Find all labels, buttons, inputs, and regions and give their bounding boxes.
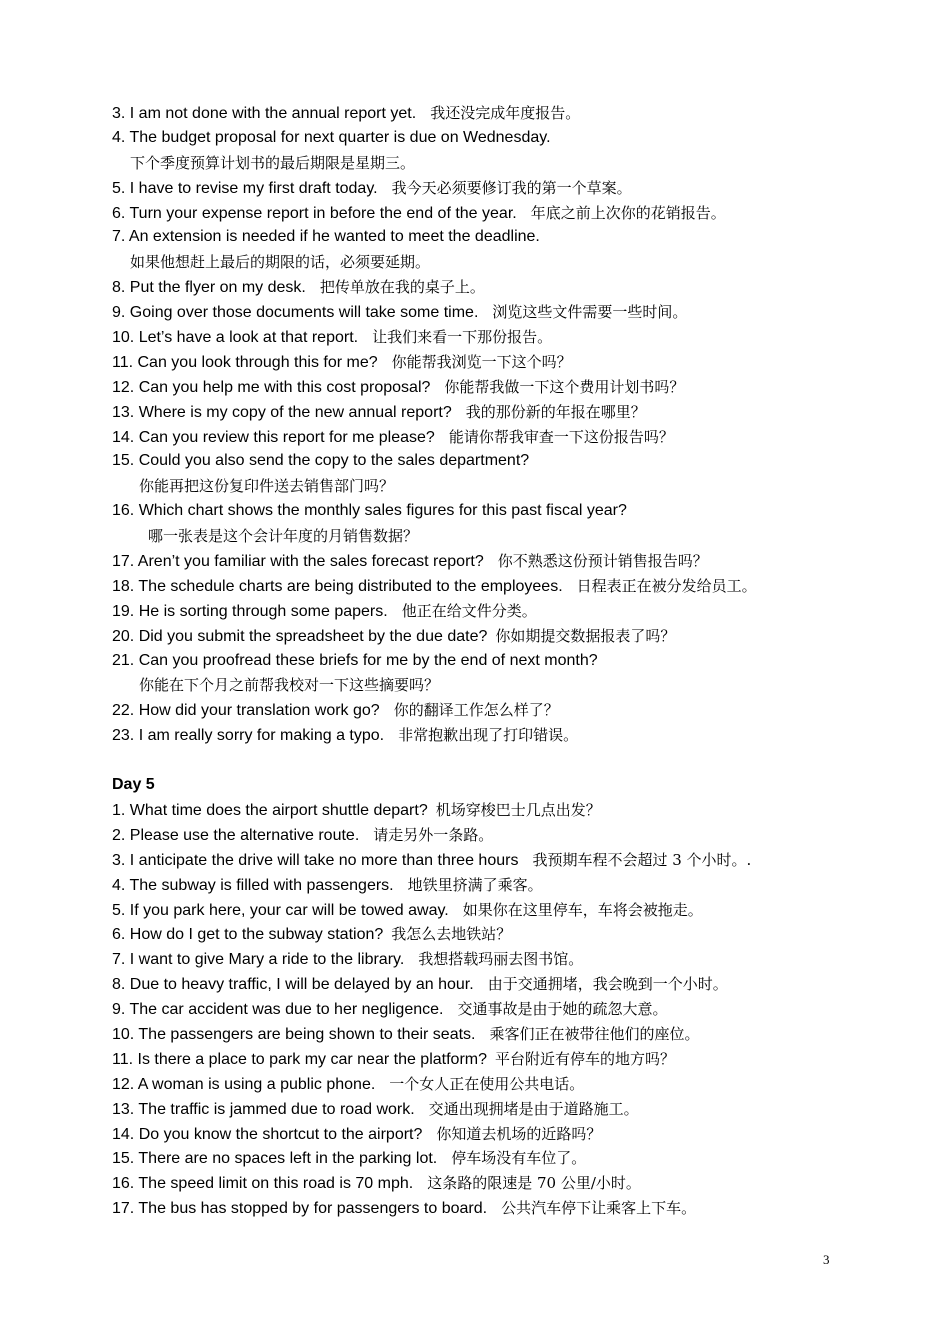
english-sentence: 12. A woman is using a public phone. <box>112 1075 376 1093</box>
english-sentence: 13. Where is my copy of the new annual report? <box>112 403 452 421</box>
english-sentence: 15. Could you also send the copy to the sales department? <box>112 452 530 470</box>
english-sentence: 6. Turn your expense report in before the end of the year. <box>112 204 517 222</box>
list-item <box>112 350 912 375</box>
list-item <box>112 649 912 674</box>
list-item <box>112 698 912 723</box>
list-item-translation <box>112 151 912 176</box>
list-item <box>112 1022 912 1047</box>
list-item <box>112 101 912 126</box>
list-item <box>112 898 912 923</box>
list-item <box>112 1072 912 1097</box>
list-item <box>112 201 912 226</box>
chinese-translation: 你能帮我浏览一下这个吗？ <box>391 352 572 371</box>
list-item <box>112 325 912 350</box>
chinese-translation: 年底之前上次你的花销报告。 <box>530 203 726 222</box>
list-item <box>112 1097 912 1122</box>
chinese-translation: 让我们来看一下那份报告。 <box>372 328 553 347</box>
chinese-translation: 如果他想赶上最后的期限的话，必须要延期。 <box>130 253 431 272</box>
list-item-translation <box>112 673 912 698</box>
english-sentence: 20. Did you submit the spreadsheet by the due date? <box>112 627 488 645</box>
chinese-translation: 你如期提交数据报表了吗？ <box>495 626 676 645</box>
english-sentence: 14. Can you review this report for me please? <box>112 428 435 446</box>
list-item <box>112 1171 912 1196</box>
list-item <box>112 723 912 748</box>
list-item <box>112 599 912 624</box>
chinese-translation: 你不熟悉这份预计销售报告吗？ <box>497 552 708 571</box>
chinese-translation: 公共汽车停下让乘客上下车。 <box>501 1199 697 1218</box>
english-sentence: 11. Is there a place to park my car near the platform? <box>112 1050 487 1068</box>
chinese-translation: 地铁里挤满了乘客。 <box>407 875 543 894</box>
english-sentence: 8. Put the flyer on my desk. <box>112 279 306 297</box>
chinese-translation: 平台附近有停车的地方吗？ <box>495 1049 676 1068</box>
list-item <box>112 375 912 400</box>
chinese-translation: 能请你帮我审查一下这份报告吗？ <box>448 427 674 446</box>
chinese-translation: 下个季度预算计划书的最后期限是星期三。 <box>130 153 416 172</box>
chinese-translation: 把传单放在我的桌子上。 <box>319 278 485 297</box>
english-sentence: 9. Going over those documents will take some time. <box>112 304 479 322</box>
chinese-translation: 停车场没有车位了。 <box>451 1149 587 1168</box>
list-item <box>112 499 912 524</box>
english-sentence: 2. Please use the alternative route. <box>112 826 360 844</box>
english-sentence: 7. I want to give Mary a ride to the library. <box>112 951 405 969</box>
list-item <box>112 425 912 450</box>
list-item <box>112 1047 912 1072</box>
chinese-translation: 你能帮我做一下这个费用计划书吗？ <box>444 377 685 396</box>
english-sentence: 21. Can you proofread these briefs for me by the end of next month? <box>112 651 598 669</box>
english-sentence: 19. He is sorting through some papers. <box>112 602 388 620</box>
chinese-translation: 由于交通拥堵，我会晚到一个小时。 <box>487 975 728 994</box>
english-sentence: 9. The car accident was due to her negligence. <box>112 1001 444 1019</box>
list-item <box>112 997 912 1022</box>
english-sentence: 16. The speed limit on this road is 70 mph. <box>112 1175 414 1193</box>
list-item <box>112 574 912 599</box>
list-item <box>112 823 912 848</box>
chinese-translation: 浏览这些文件需要一些时间。 <box>492 303 688 322</box>
english-sentence: 4. The subway is filled with passengers. <box>112 876 394 894</box>
english-sentence: 5. I have to revise my first draft today. <box>112 179 378 197</box>
list-item <box>112 275 912 300</box>
english-sentence: 3. I am not done with the annual report yet. <box>112 105 417 122</box>
english-sentence: 23. I am really sorry for making a typo. <box>112 727 385 745</box>
chinese-translation: 我还没完成年度报告。 <box>430 104 581 122</box>
chinese-translation: 我怎么去地铁站？ <box>391 925 512 944</box>
list-item <box>112 624 912 649</box>
english-sentence: 14. Do you know the shortcut to the airport? <box>112 1125 423 1143</box>
english-sentence: 12. Can you help me with this cost proposal? <box>112 378 431 396</box>
chinese-translation: 交通事故是由于她的疏忽大意。 <box>457 1000 668 1019</box>
chinese-translation: 请走另外一条路。 <box>373 825 494 844</box>
english-sentence: 15. There are no spaces left in the parking lot. <box>112 1150 438 1168</box>
english-sentence: 22. How did your translation work go? <box>112 702 380 720</box>
list-item <box>112 300 912 325</box>
list-item <box>112 225 912 250</box>
document-body <box>112 101 912 1221</box>
english-sentence: 10. The passengers are being shown to their seats. <box>112 1025 476 1043</box>
list-item <box>112 848 912 873</box>
list-item-translation <box>112 474 912 499</box>
chinese-translation: 他正在给文件分类。 <box>401 601 537 620</box>
chinese-translation: 我想搭载玛丽去图书馆。 <box>418 950 584 969</box>
chinese-translation: 我的那份新的年报在哪里？ <box>465 402 646 421</box>
chinese-translation: 你能在下个月之前帮我校对一下这些摘要吗？ <box>139 676 440 695</box>
list-item <box>112 176 912 201</box>
english-sentence: 6. How do I get to the subway station? <box>112 926 384 944</box>
chinese-translation: 你能再把这份复印件送去销售部门吗？ <box>139 477 395 496</box>
chinese-translation: 如果你在这里停车，车将会被拖走。 <box>462 900 703 919</box>
chinese-translation: 你知道去机场的近路吗？ <box>436 1124 602 1143</box>
english-sentence: 11. Can you look through this for me? <box>112 353 378 371</box>
english-sentence: 17. Aren’t you familiar with the sales forecast report? <box>112 553 484 571</box>
english-sentence: 4. The budget proposal for next quarter is due on Wednesday. <box>112 128 551 146</box>
chinese-translation: 我预期车程不会超过 3 个小时。. <box>532 850 752 869</box>
english-sentence: 1. What time does the airport shuttle depart? <box>112 801 428 819</box>
page-number: 3 <box>823 1252 830 1267</box>
list-item <box>112 972 912 997</box>
english-sentence: 13. The traffic is jammed due to road work. <box>112 1100 415 1118</box>
list-item <box>112 798 912 823</box>
english-sentence: 18. The schedule charts are being distributed to the employees. <box>112 577 563 595</box>
chinese-translation: 我今天必须要修订我的第一个草案。 <box>391 178 632 197</box>
chinese-translation: 日程表正在被分发给员工。 <box>576 576 757 595</box>
list-item <box>112 400 912 425</box>
english-sentence: 8. Due to heavy traffic, I will be delayed by an hour. <box>112 976 474 994</box>
list-item <box>112 1196 912 1221</box>
list-item <box>112 947 912 972</box>
list-item <box>112 549 912 574</box>
list-item <box>112 126 912 151</box>
list-item-translation <box>112 524 912 549</box>
english-sentence: 7. An extension is needed if he wanted to meet the deadline. <box>112 228 540 246</box>
english-sentence: 16. Which chart shows the monthly sales figures for this past fiscal year? <box>112 502 627 520</box>
list-item-translation <box>112 250 912 275</box>
english-sentence: 5. If you park here, your car will be towed away. <box>112 901 449 919</box>
blank-line <box>112 748 912 773</box>
english-sentence: 3. I anticipate the drive will take no more than three hours <box>112 851 519 869</box>
english-sentence: 10. Let’s have a look at that report. <box>112 329 359 347</box>
chinese-translation: 交通出现拥堵是由于道路施工。 <box>428 1099 639 1118</box>
chinese-translation: 你的翻译工作怎么样了？ <box>393 701 559 720</box>
english-sentence: 17. The bus has stopped by for passengers to board. <box>112 1200 488 1218</box>
chinese-translation: 非常抱歉出现了打印错误。 <box>398 726 579 745</box>
chinese-translation: 乘客们正在被带往他们的座位。 <box>489 1024 700 1043</box>
chinese-translation: 这条路的限速是 70 公里/小时。 <box>427 1174 641 1193</box>
chinese-translation: 哪一张表是这个会计年度的月销售数据？ <box>148 527 419 546</box>
list-item <box>112 449 912 474</box>
list-item <box>112 1122 912 1147</box>
list-item <box>112 873 912 898</box>
day-heading: Day 5 <box>112 776 155 794</box>
list-item <box>112 1146 912 1171</box>
chinese-translation: 一个女人正在使用公共电话。 <box>389 1074 585 1093</box>
chinese-translation: 机场穿梭巴士几点出发？ <box>435 800 601 819</box>
list-item <box>112 922 912 947</box>
